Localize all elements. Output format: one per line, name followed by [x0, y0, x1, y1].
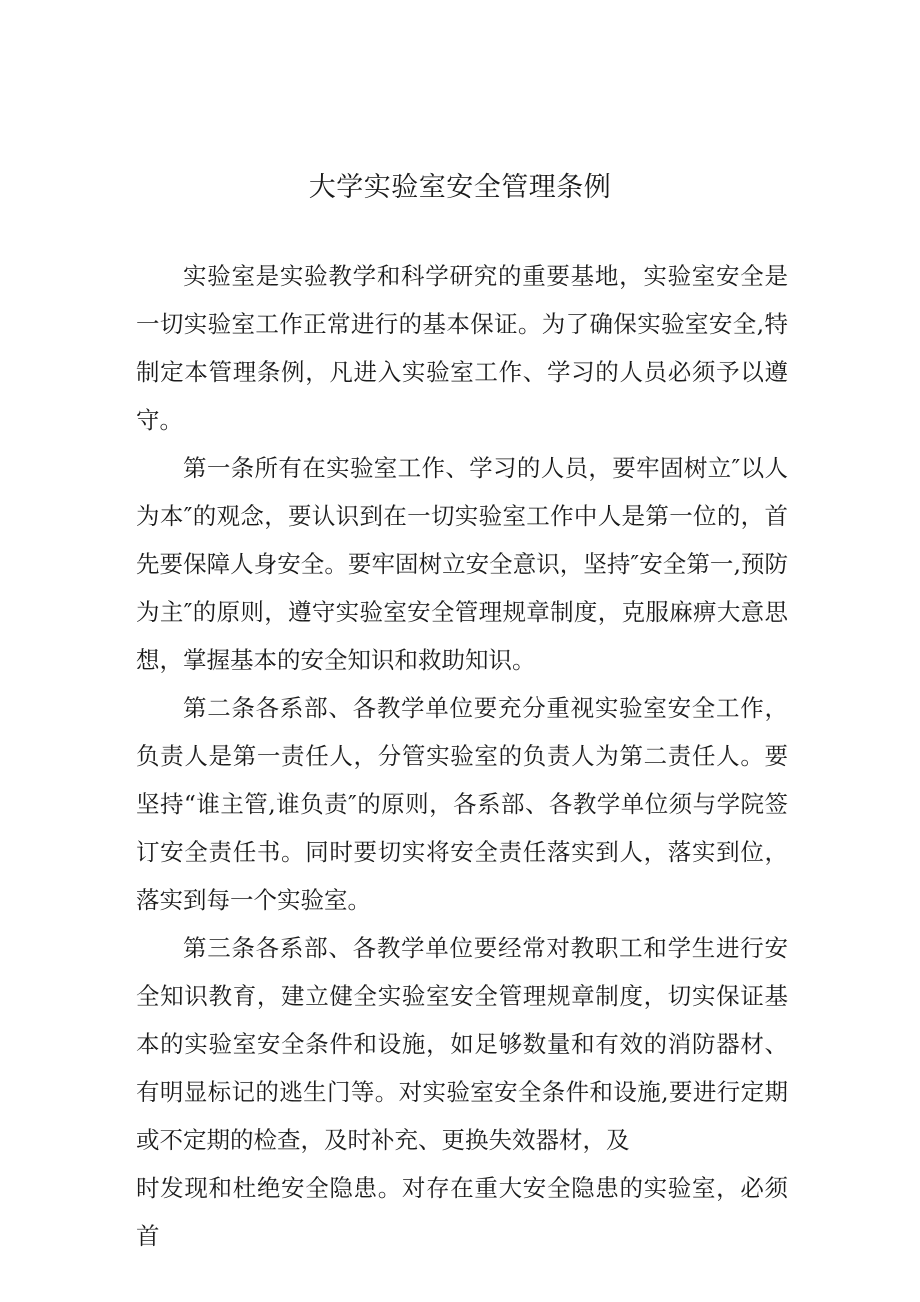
document-title: 大学实验室安全管理条例 — [308, 172, 612, 203]
article-3-continuation: 时发现和杜绝安全隐患。对存在重大安全隐患的实验室，必须首 — [136, 1174, 788, 1250]
article-1-paragraph: 第一条所有在实验室工作、学习的人员，要牢固树立″以人为本″的观念，要认识到在一切实验室工作中人是第一位的，首先要保障人身安全。要牢固树立安全意识，坚持″安全第一,预防为主″的原则，遵守实验室安全管理规章制度，克服麻痹大意思想，掌握基本的安全知识和救助知识。 — [136, 454, 788, 674]
article-2-paragraph: 第二条各系部、各教学单位要充分重视实验室安全工作，负责人是第一责任人，分管实验室的负责人为第二责任人。要坚持“谁主管,谁负责″的原则，各系部、各教学单位须与学院签订安全责任书。同时要切实将安全责任落实到人，落实到位，落实到每一个实验室。 — [136, 694, 788, 914]
intro-paragraph: 实验室是实验教学和科学研究的重要基地，实验室安全是一切实验室工作正常进行的基本保证。为了确保实验室安全,特制定本管理条例，凡进入实验室工作、学习的人员必须予以遵守。 — [136, 262, 788, 434]
document-body — [136, 252, 788, 1260]
article-3-paragraph: 第三条各系部、各教学单位要经常对教职工和学生进行安全知识教育，建立健全实验室安全管理规章制度，切实保证基本的实验室安全条件和设施，如足够数量和有效的消防器材、有明显标记的逃生门等。对实验室安全条件和设施,要进行定期或不定期的检查，及时补充、更换失效器材，及 — [136, 934, 788, 1154]
